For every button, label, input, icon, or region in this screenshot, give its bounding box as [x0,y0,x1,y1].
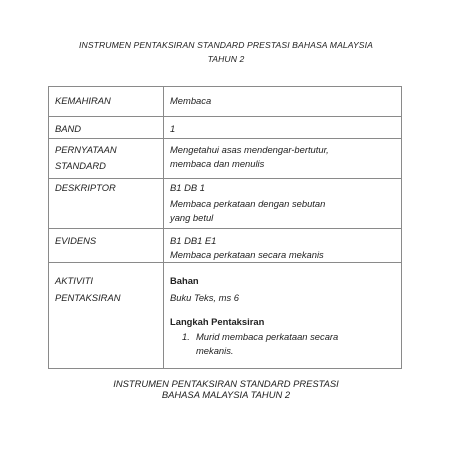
step-1-line-1 [170,330,401,344]
cell-band-label [49,117,164,139]
kemahiran-label: KEMAHIRAN [55,95,111,106]
cell-kemahiran-value [164,87,402,117]
pernyataan-label-line-2: STANDARD [55,160,106,171]
evidens-label: EVIDENS [55,235,97,246]
evidens-code: B1 DB1 E1 [170,235,217,246]
cell-evidens-label [49,229,164,263]
cell-kemahiran-label [49,87,164,117]
cell-deskriptor-label [49,179,164,229]
langkah-heading: Langkah Pentaksiran [170,316,265,327]
row-band [49,117,402,139]
assessment-table [48,86,402,369]
aktiviti-label-line-1: AKTIVITI [55,275,94,286]
cell-aktiviti-label [49,263,164,369]
step-text-line-2: mekanis. [196,345,234,356]
evidens-text: Membaca perkataan secara mekanis [170,249,324,260]
row-deskriptor [49,179,402,229]
deskriptor-label: DESKRIPTOR [55,182,116,193]
row-aktiviti-pentaksiran [49,263,402,369]
row-kemahiran [49,87,402,117]
cell-band-value [164,117,402,139]
step-text-line-1: Murid membaca perkataan secara [196,331,339,342]
cell-pernyataan-value [164,139,402,179]
deskriptor-text-line-1: Membaca perkataan dengan sebutan [170,198,326,209]
aktiviti-label-line-2: PENTAKSIRAN [55,292,121,303]
cell-pernyataan-label [49,139,164,179]
deskriptor-text-line-2: yang betul [170,212,214,223]
document-title-line-1: INSTRUMEN PENTAKSIRAN STANDARD PRESTASI BAHASA MALAYSIA [79,40,373,50]
step-number: 1. [182,331,190,342]
pernyataan-value-line-1: Mengetahui asas mendengar-bertutur, [170,144,329,155]
footer-line-2: BAHASA MALAYSIA TAHUN 2 [161,389,291,400]
row-pernyataan-standard [49,139,402,179]
pernyataan-label-line-1: PERNYATAAN [55,144,117,155]
footer-line-1: INSTRUMEN PENTAKSIRAN STANDARD PRESTASI [113,378,339,389]
pernyataan-value-line-2: membaca dan menulis [170,158,265,169]
bahan-heading: Bahan [170,275,199,286]
deskriptor-code: B1 DB 1 [170,182,205,193]
cell-aktiviti-value [164,263,402,369]
document-title-line-2: TAHUN 2 [207,54,245,64]
band-value: 1 [170,123,176,134]
cell-deskriptor-value [164,179,402,229]
cell-evidens-value [164,229,402,263]
bahan-text: Buku Teks, ms 6 [170,292,239,303]
kemahiran-value: Membaca [170,95,212,106]
row-evidens [49,229,402,263]
band-label: BAND [55,123,82,134]
